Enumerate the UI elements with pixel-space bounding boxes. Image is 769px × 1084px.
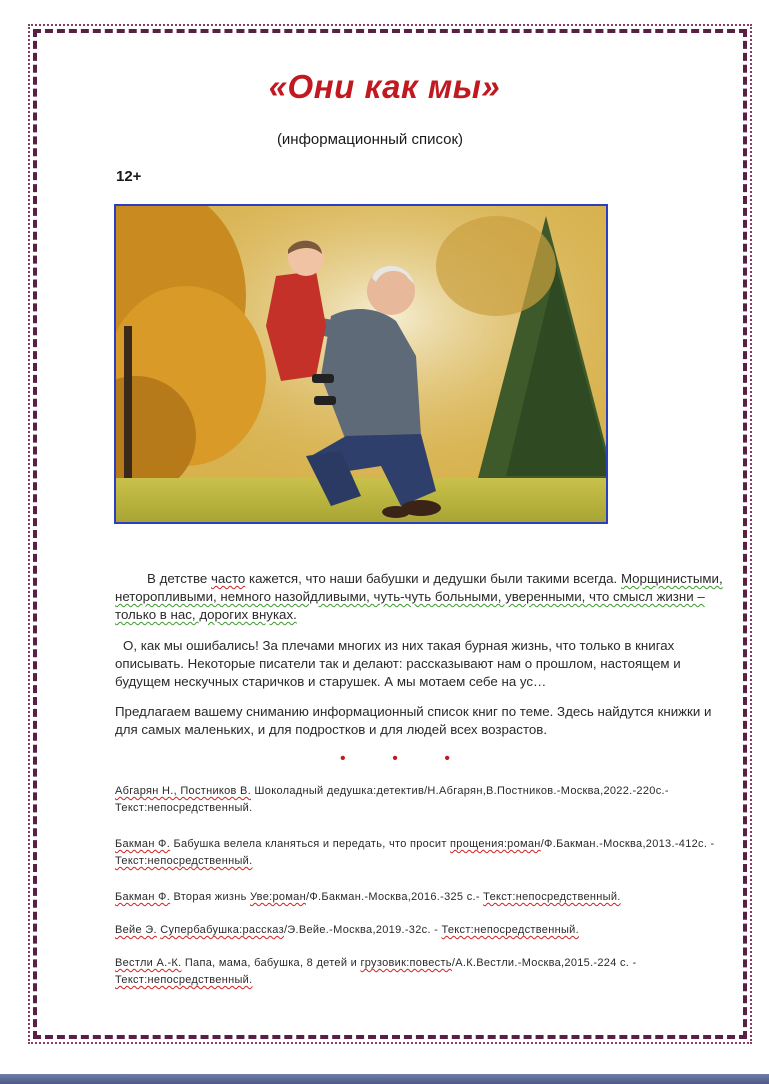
entry-author: Вестли А.-К.: [115, 957, 182, 969]
entry-description: /Э.Вейе.-Москва,2019.-32с. -: [283, 924, 442, 936]
photo-illustration: [116, 206, 606, 522]
entry-author: Бакман Ф.: [115, 891, 171, 903]
entry-description: Шоколадный дедушка:детектив/Н.Абгарян,В.Постников.-Москва,2022.-220с.-Текст:непосредственный.: [115, 785, 669, 814]
p1-text-start: В детстве: [147, 571, 211, 586]
entry-format: Текст:непосредственный.: [115, 974, 253, 986]
entry-flagged-word: Уве:роман: [250, 891, 306, 903]
grandfather-with-child-photo: [114, 204, 608, 524]
document-title: «Они как мы»: [268, 68, 501, 105]
entry-flagged-word: Супербабушка:рассказ: [160, 924, 284, 936]
entry-flagged-word: прощения:роман: [450, 838, 541, 850]
intro-paragraph-2: [115, 637, 730, 691]
intro-paragraph-1: [115, 570, 730, 624]
entry-flagged-word: грузовик:повесть: [360, 957, 452, 969]
separator-bullet: •: [392, 750, 398, 767]
p2-text: О, как мы ошибались! За плечами многих из них такая бурная жизнь, что только в книгах описывать. Некоторые писатели так и делают: рассказывают нам о прошлом, настоящем и будущем нескучных старичков и старушек. А мы мотаем себе на ус…: [115, 638, 681, 689]
entry-description: Вторая жизнь: [170, 891, 251, 903]
entry-author: Бакман Ф.: [115, 838, 171, 850]
bibliography-entry-1: [115, 783, 730, 817]
document-subtitle: (информационный список): [276, 131, 464, 148]
separator-bullet: •: [340, 750, 346, 767]
bibliography-entry-3: [115, 889, 730, 906]
section-separator: [340, 750, 450, 768]
p1-text-end: кажется, что наши бабушки и дедушки были такими всегда.: [245, 571, 618, 586]
p3-text: Предлагаем вашему сниманию информационный список книг по теме. Здесь найдутся книжки и для самых маленьких, и для подростков и для людей всех возрастов.: [115, 704, 712, 737]
entry-format: Текст:непосредственный.: [441, 924, 579, 936]
age-rating: 12+: [116, 168, 142, 185]
window-bottom-edge: [0, 1074, 769, 1084]
bibliography-entry-4: [115, 922, 730, 939]
entry-description: /Ф.Бакман.-Москва,2016.-325 с.-: [305, 891, 484, 903]
entry-format: Текст:непосредственный.: [115, 855, 253, 867]
entry-description: Папа, мама, бабушка, 8 детей и: [181, 957, 361, 969]
entry-format: Текст:непосредственный.: [483, 891, 621, 903]
entry-description: Бабушка велела кланяться и передать, что просит: [170, 838, 451, 850]
bibliography-entry-2: [115, 836, 730, 870]
entry-description: /А.К.Вестли.-Москва,2015.-224 с. -: [451, 957, 637, 969]
entry-description: /Ф.Бакман.-Москва,2013.-412с. -: [540, 838, 715, 850]
p1-grammar-flagged-text: Морщинистыми, неторопливыми, немного назойдливыми, чуть-чуть больными, уверенными, что смысл жизни – только в нас, дорогих внуках.: [115, 571, 723, 622]
entry-author: Абгарян Н., Постников В.: [115, 785, 252, 797]
intro-paragraph-3: [115, 703, 730, 739]
separator-bullet: •: [444, 750, 450, 767]
p1-spellcheck-word: часто: [210, 571, 246, 586]
bibliography-entry-5: [115, 955, 730, 989]
entry-author: Вейе Э.: [115, 924, 157, 936]
